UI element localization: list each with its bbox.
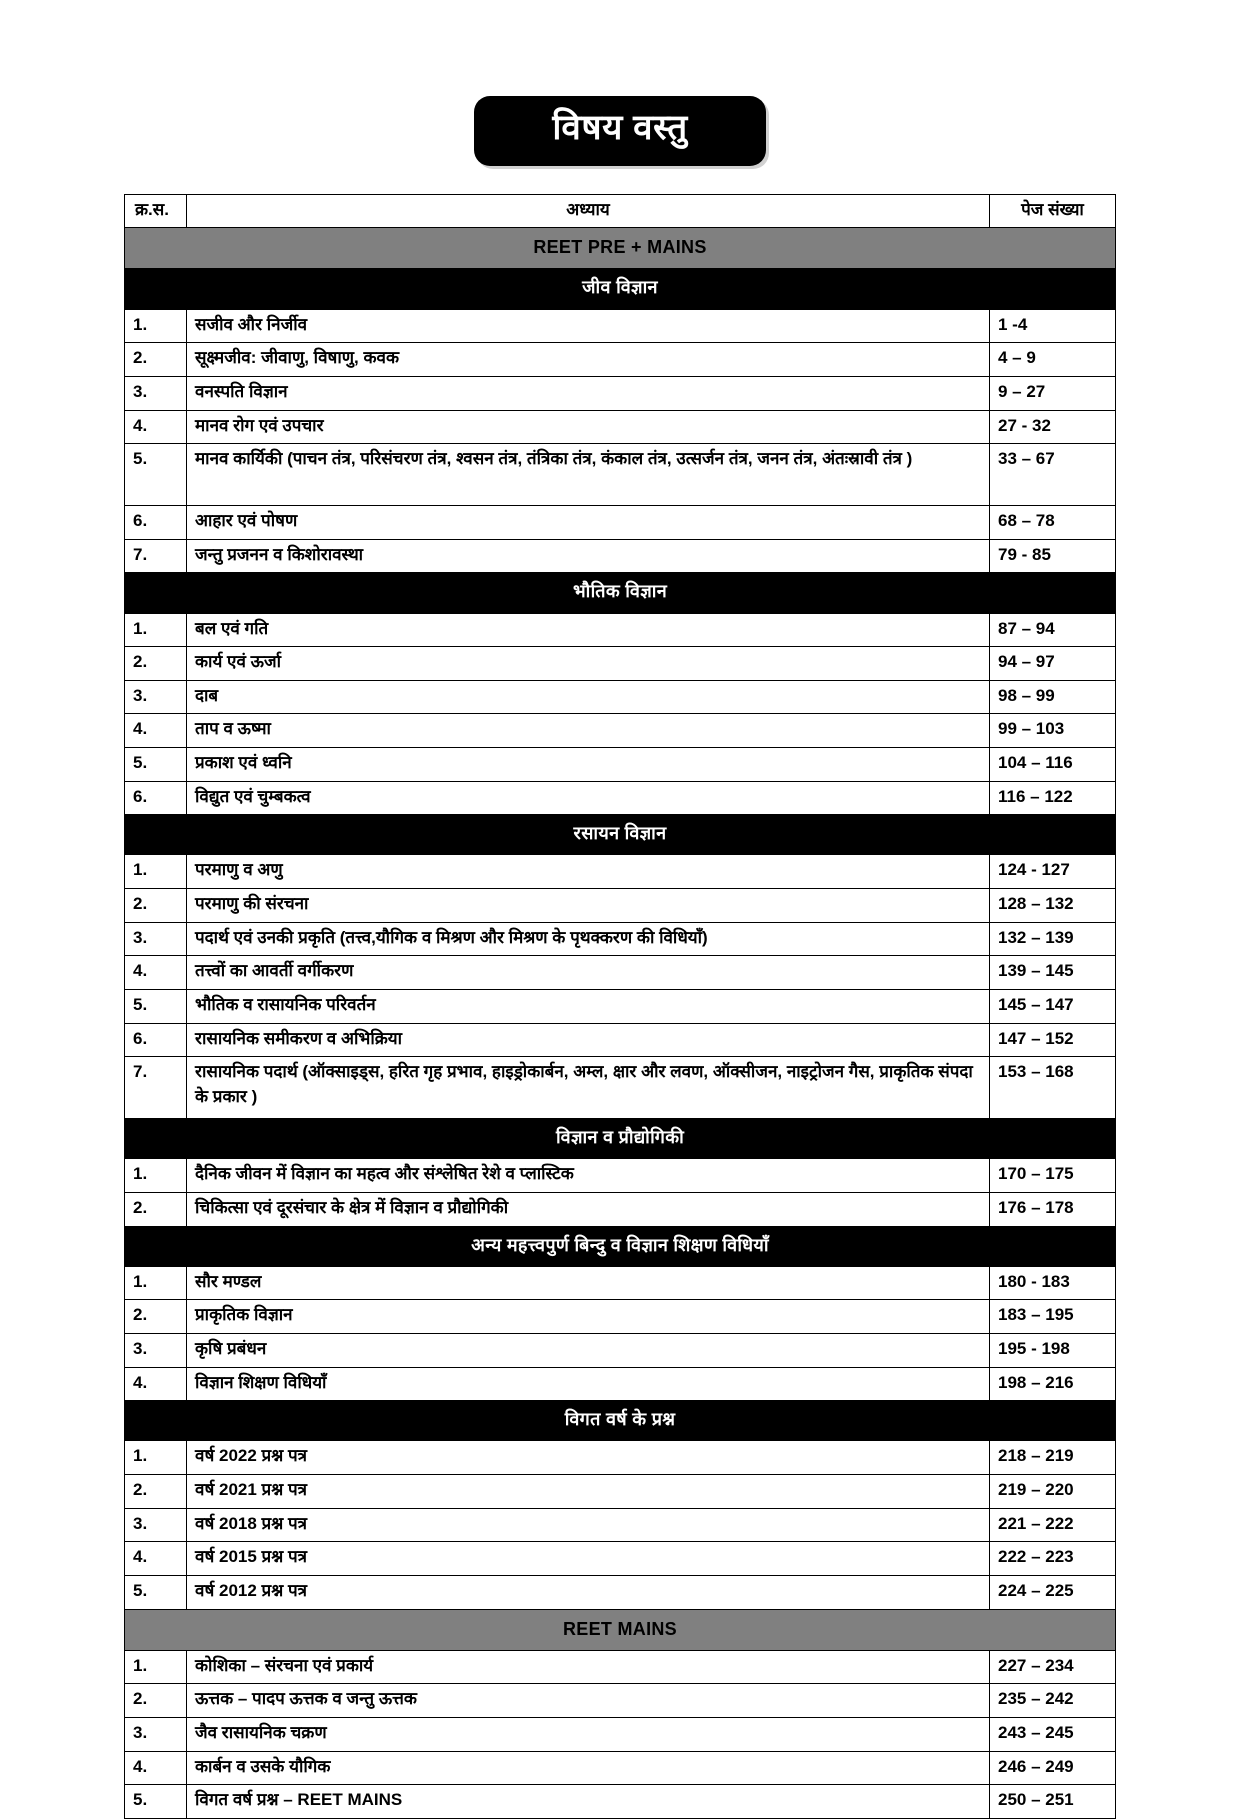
cell-serial-number: 6. [125,1023,187,1057]
cell-page-number: 124 - 127 [990,855,1116,889]
cell-page-number: 147 – 152 [990,1023,1116,1057]
table-row [125,1441,1116,1475]
cell-page-number: 87 – 94 [990,613,1116,647]
cell-serial-number: 1. [125,309,187,343]
cell-chapter-name: वनस्पति विज्ञान [187,376,990,410]
cell-chapter-name: कृषि प्रबंधन [187,1334,990,1368]
cell-chapter-name: बल एवं गति [187,613,990,647]
cell-serial-number: 5. [125,748,187,782]
cell-page-number: 221 – 222 [990,1508,1116,1542]
cell-page-number: 27 - 32 [990,410,1116,444]
cell-chapter-name: मानव रोग एवं उपचार [187,410,990,444]
cell-serial-number: 2. [125,1684,187,1718]
section-title: रसायन विज्ञान [125,815,1116,855]
table-row [125,1684,1116,1718]
section-band [125,573,1116,613]
cell-serial-number: 5. [125,1785,187,1819]
cell-serial-number: 1. [125,613,187,647]
cell-page-number: 219 – 220 [990,1475,1116,1509]
section-band [125,269,1116,309]
cell-page-number: 4 – 9 [990,343,1116,377]
table-row [125,1193,1116,1227]
section-title: REET MAINS [125,1609,1116,1650]
table-row [125,889,1116,923]
table-row [125,1300,1116,1334]
cell-chapter-name: कार्य एवं ऊर्जा [187,647,990,681]
cell-serial-number: 1. [125,855,187,889]
title-area [0,0,1240,194]
section-band-primary [125,228,1116,269]
table-row [125,343,1116,377]
section-band-primary [125,1609,1116,1650]
cell-page-number: 170 – 175 [990,1159,1116,1193]
cell-page-number: 153 – 168 [990,1057,1116,1119]
table-row [125,922,1116,956]
section-title: जीव विज्ञान [125,269,1116,309]
cell-chapter-name: वर्ष 2018 प्रश्न पत्र [187,1508,990,1542]
table-row [125,506,1116,540]
table-row [125,1266,1116,1300]
table-header-row [125,194,1116,228]
cell-chapter-name: तत्त्वों का आवर्ती वर्गीकरण [187,956,990,990]
cell-serial-number: 6. [125,781,187,815]
section-title: REET PRE + MAINS [125,228,1116,269]
cell-chapter-name: आहार एवं पोषण [187,506,990,540]
section-band [125,1226,1116,1266]
cell-serial-number: 4. [125,714,187,748]
cell-chapter-name: सूक्ष्मजीव: जीवाणु, विषाणु, कवक [187,343,990,377]
cell-chapter-name: विगत वर्ष प्रश्न – REET MAINS [187,1785,990,1819]
table-header [125,194,1116,228]
table-row [125,1650,1116,1684]
cell-serial-number: 2. [125,1475,187,1509]
cell-serial-number: 2. [125,889,187,923]
table-row [125,1751,1116,1785]
cell-page-number: 222 – 223 [990,1542,1116,1576]
cell-page-number: 94 – 97 [990,647,1116,681]
cell-chapter-name: परमाणु की संरचना [187,889,990,923]
cell-serial-number: 1. [125,1441,187,1475]
cell-serial-number: 5. [125,990,187,1024]
cell-serial-number: 4. [125,956,187,990]
table-row [125,1334,1116,1368]
cell-page-number: 116 – 122 [990,781,1116,815]
cell-chapter-name: वर्ष 2022 प्रश्न पत्र [187,1441,990,1475]
table-of-contents-wrapper [0,194,1240,1819]
cell-page-number: 33 – 67 [990,444,1116,506]
cell-chapter-name: सजीव और निर्जीव [187,309,990,343]
cell-serial-number: 3. [125,1718,187,1752]
cell-serial-number: 5. [125,444,187,506]
column-header-sno: क्र.स. [125,194,187,228]
cell-serial-number: 6. [125,506,187,540]
cell-chapter-name: परमाणु व अणु [187,855,990,889]
cell-chapter-name: पदार्थ एवं उनकी प्रकृति (तत्त्व,यौगिक व मिश्रण और मिश्रण के पृथक्करण की विधियाँ) [187,922,990,956]
cell-serial-number: 4. [125,1542,187,1576]
cell-chapter-name: चिकित्सा एवं दूरसंचार के क्षेत्र में विज्ञान व प्रौद्योगिकी [187,1193,990,1227]
cell-page-number: 139 – 145 [990,956,1116,990]
cell-page-number: 246 – 249 [990,1751,1116,1785]
cell-page-number: 145 – 147 [990,990,1116,1024]
cell-page-number: 224 – 225 [990,1575,1116,1609]
cell-page-number: 98 – 99 [990,680,1116,714]
table-row [125,1508,1116,1542]
column-header-page: पेज संख्या [990,194,1116,228]
cell-serial-number: 3. [125,922,187,956]
table-row [125,680,1116,714]
cell-page-number: 104 – 116 [990,748,1116,782]
cell-page-number: 132 – 139 [990,922,1116,956]
table-of-contents [124,194,1116,1819]
cell-page-number: 195 - 198 [990,1334,1116,1368]
cell-chapter-name: प्राकृतिक विज्ञान [187,1300,990,1334]
page-title: विषय वस्तु [474,96,766,166]
table-row [125,1023,1116,1057]
table-row [125,539,1116,573]
cell-page-number: 79 - 85 [990,539,1116,573]
cell-serial-number: 4. [125,1751,187,1785]
cell-serial-number: 2. [125,343,187,377]
section-title: विगत वर्ष के प्रश्न [125,1401,1116,1441]
cell-page-number: 176 – 178 [990,1193,1116,1227]
cell-page-number: 243 – 245 [990,1718,1116,1752]
table-row [125,1542,1116,1576]
section-title: भौतिक विज्ञान [125,573,1116,613]
table-row [125,956,1116,990]
cell-page-number: 9 – 27 [990,376,1116,410]
cell-serial-number: 1. [125,1266,187,1300]
table-row [125,410,1116,444]
cell-serial-number: 7. [125,1057,187,1119]
cell-page-number: 180 - 183 [990,1266,1116,1300]
cell-chapter-name: मानव कार्यिकी (पाचन तंत्र, परिसंचरण तंत्र, श्वसन तंत्र, तंत्रिका तंत्र, कंकाल तंत्र, उत्सर्जन तंत्र, जनन तंत्र, अंतःस्रावी तंत्र ) [187,444,990,506]
cell-serial-number: 1. [125,1159,187,1193]
cell-page-number: 1 -4 [990,309,1116,343]
table-row [125,1575,1116,1609]
cell-chapter-name: वर्ष 2012 प्रश्न पत्र [187,1575,990,1609]
table-row [125,855,1116,889]
section-title: अन्य महत्त्वपुर्ण बिन्दु व विज्ञान शिक्षण विधियाँ [125,1226,1116,1266]
table-row [125,309,1116,343]
cell-serial-number: 3. [125,1508,187,1542]
section-title: विज्ञान व प्रौद्योगिकी [125,1119,1116,1159]
table-row [125,1718,1116,1752]
cell-chapter-name: ऊत्तक – पादप ऊत्तक व जन्तु ऊत्तक [187,1684,990,1718]
table-row [125,1057,1116,1119]
table-row [125,714,1116,748]
table-row [125,781,1116,815]
table-row [125,1367,1116,1401]
cell-serial-number: 1. [125,1650,187,1684]
cell-serial-number: 3. [125,1334,187,1368]
cell-serial-number: 4. [125,410,187,444]
cell-chapter-name: वर्ष 2021 प्रश्न पत्र [187,1475,990,1509]
cell-serial-number: 5. [125,1575,187,1609]
section-band [125,1119,1116,1159]
table-row [125,1159,1116,1193]
cell-chapter-name: दैनिक जीवन में विज्ञान का महत्व और संश्लेषित रेशे व प्लास्टिक [187,1159,990,1193]
cell-chapter-name: भौतिक व रासायनिक परिवर्तन [187,990,990,1024]
cell-chapter-name: जन्तु प्रजनन व किशोरावस्था [187,539,990,573]
cell-serial-number: 2. [125,1193,187,1227]
table-row [125,990,1116,1024]
cell-chapter-name: रासायनिक समीकरण व अभिक्रिया [187,1023,990,1057]
table-row [125,647,1116,681]
cell-page-number: 183 – 195 [990,1300,1116,1334]
column-header-chapter: अध्याय [187,194,990,228]
cell-page-number: 99 – 103 [990,714,1116,748]
cell-chapter-name: ताप व ऊष्मा [187,714,990,748]
table-row [125,1475,1116,1509]
section-band [125,815,1116,855]
cell-chapter-name: सौर मण्डल [187,1266,990,1300]
cell-page-number: 235 – 242 [990,1684,1116,1718]
section-band [125,1401,1116,1441]
table-body [125,228,1116,1819]
table-row [125,376,1116,410]
cell-chapter-name: प्रकाश एवं ध्वनि [187,748,990,782]
cell-serial-number: 2. [125,1300,187,1334]
cell-serial-number: 7. [125,539,187,573]
cell-chapter-name: दाब [187,680,990,714]
cell-serial-number: 2. [125,647,187,681]
cell-serial-number: 3. [125,376,187,410]
cell-chapter-name: विद्युत एवं चुम्बकत्व [187,781,990,815]
cell-page-number: 128 – 132 [990,889,1116,923]
cell-chapter-name: रासायनिक पदार्थ (ऑक्साइड्स, हरित गृह प्रभाव, हाइड्रोकार्बन, अम्ल, क्षार और लवण, ऑक्सीजन, नाइट्रोजन गैस, प्राकृतिक संपदा के प्रकार ) [187,1057,990,1119]
cell-chapter-name: जैव रासायनिक चक्रण [187,1718,990,1752]
cell-chapter-name: कार्बन व उसके यौगिक [187,1751,990,1785]
table-row [125,613,1116,647]
cell-page-number: 227 – 234 [990,1650,1116,1684]
table-row [125,1785,1116,1819]
table-row [125,748,1116,782]
cell-page-number: 68 – 78 [990,506,1116,540]
cell-serial-number: 3. [125,680,187,714]
cell-page-number: 250 – 251 [990,1785,1116,1819]
cell-chapter-name: विज्ञान शिक्षण विधियाँ [187,1367,990,1401]
cell-serial-number: 4. [125,1367,187,1401]
cell-page-number: 218 – 219 [990,1441,1116,1475]
cell-page-number: 198 – 216 [990,1367,1116,1401]
table-row [125,444,1116,506]
cell-chapter-name: कोशिका – संरचना एवं प्रकार्य [187,1650,990,1684]
cell-chapter-name: वर्ष 2015 प्रश्न पत्र [187,1542,990,1576]
